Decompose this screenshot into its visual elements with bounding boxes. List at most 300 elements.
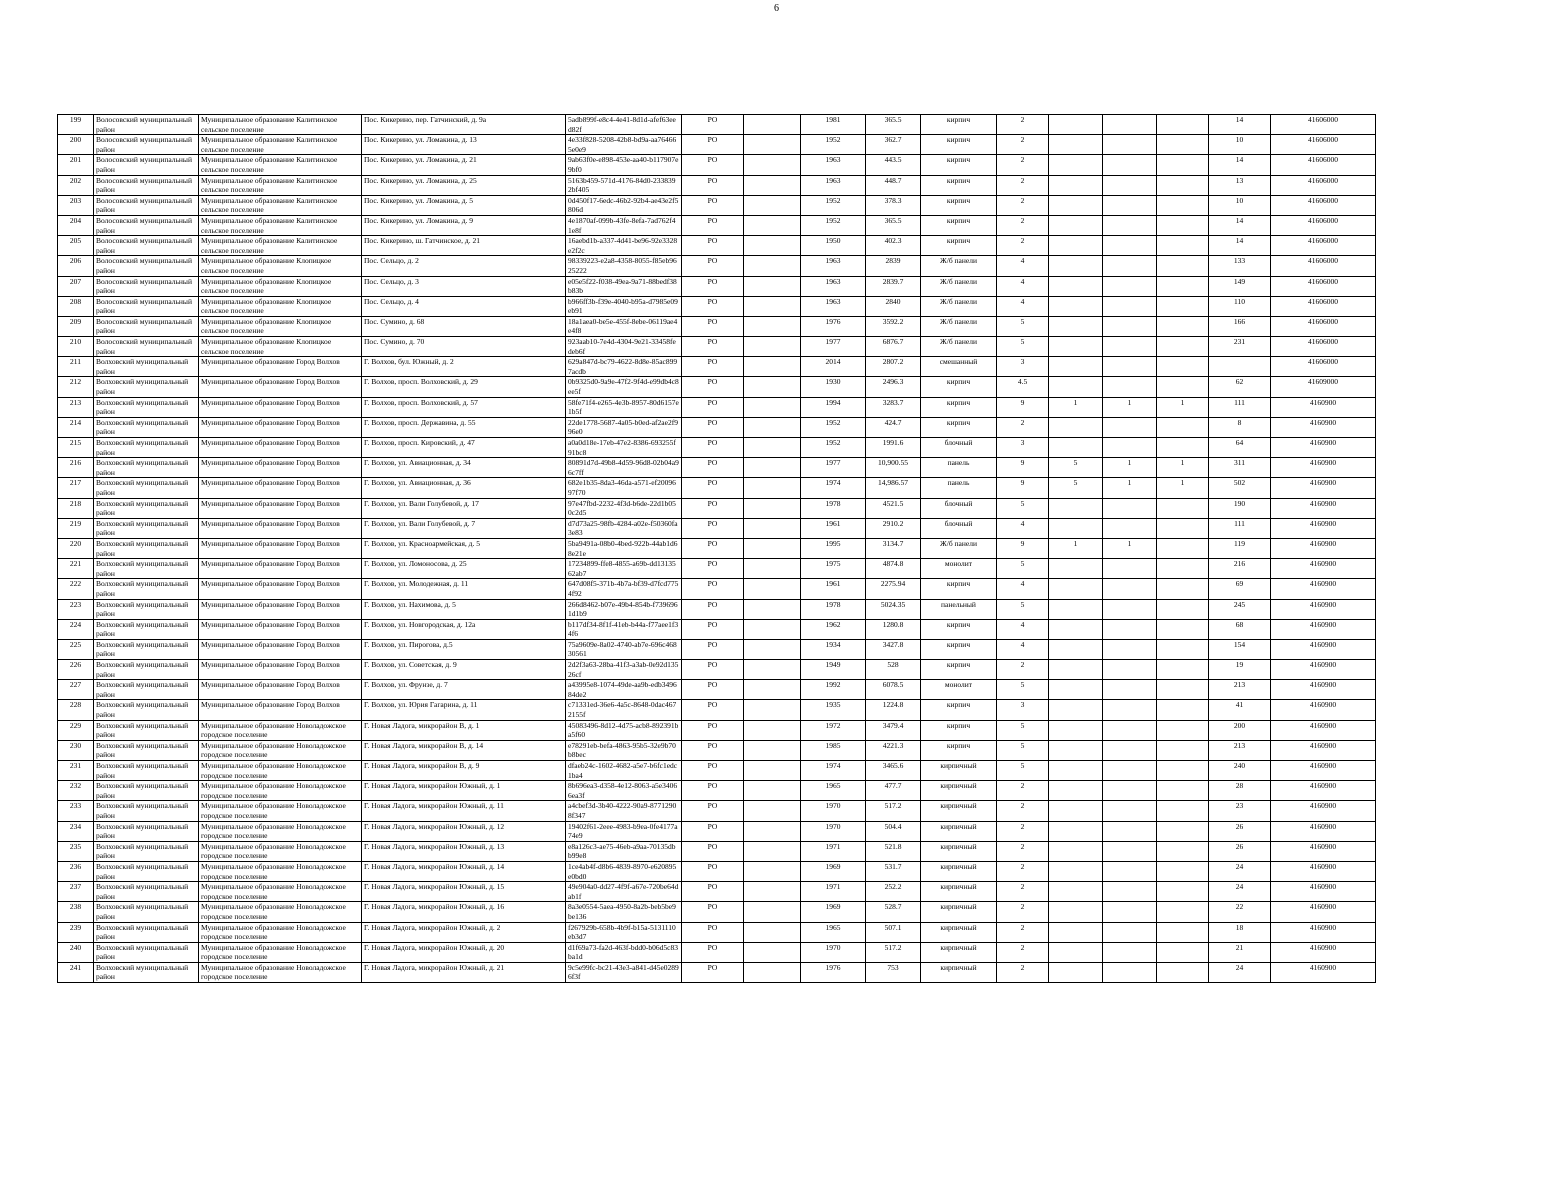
table-row (58, 579, 1376, 599)
table-row (58, 458, 1376, 478)
cell-wall-material: кирпичный (921, 902, 997, 922)
cell-area: 517.2 (866, 942, 921, 962)
table-row (58, 498, 1376, 518)
cell-extra-1 (1049, 740, 1103, 760)
cell-guid: d1f69a73-fa2d-463f-bdd0-b06d5c83ba1d (566, 942, 682, 962)
cell-extra-1 (1049, 518, 1103, 538)
cell-extra-3 (1157, 841, 1209, 861)
cell-year-built: 1952 (801, 215, 866, 235)
cell-area: 2839 (866, 256, 921, 276)
cell-row-number: 199 (58, 115, 94, 135)
cell-extra-2 (1103, 256, 1157, 276)
cell-guid: dfaeb24c-1602-4682-a5e7-b6fc1edc1ba4 (566, 761, 682, 781)
cell-extra-3 (1157, 639, 1209, 659)
cell-extra-2 (1103, 660, 1157, 680)
cell-blank-col (744, 478, 801, 498)
cell-extra-1: 1 (1049, 538, 1103, 558)
cell-extra-3 (1157, 276, 1209, 296)
cell-row-number: 209 (58, 316, 94, 336)
cell-year-built: 1934 (801, 639, 866, 659)
cell-guid: a0a0d18e-17eb-47e2-8386-693255f91bc8 (566, 438, 682, 458)
cell-fund-type: РО (682, 115, 744, 135)
cell-oktmo: 4160900 (1271, 821, 1376, 841)
cell-guid: b117df34-8f1f-41eb-b44a-f77aee1f34f6 (566, 619, 682, 639)
table-row (58, 377, 1376, 397)
cell-guid: 49e904a0-dd27-4f9f-a67e-720be64dab1f (566, 882, 682, 902)
cell-municipality: Муниципальное образование Город Волхов (199, 417, 362, 437)
table-row (58, 195, 1376, 215)
cell-oktmo: 41609000 (1271, 377, 1376, 397)
cell-year-built: 1977 (801, 458, 866, 478)
cell-blank-col (744, 337, 801, 357)
cell-wall-material: кирпич (921, 236, 997, 256)
cell-extra-3 (1157, 882, 1209, 902)
cell-row-number: 240 (58, 942, 94, 962)
cell-wall-material: кирпич (921, 639, 997, 659)
cell-guid: 647d08f5-371b-4b7a-bf39-d7fcd7754f92 (566, 579, 682, 599)
cell-area: 6078.5 (866, 680, 921, 700)
cell-blank-col (744, 720, 801, 740)
cell-oktmo: 4160900 (1271, 639, 1376, 659)
cell-extra-1 (1049, 195, 1103, 215)
cell-extra-3 (1157, 438, 1209, 458)
cell-year-built: 1975 (801, 559, 866, 579)
cell-extra-3 (1157, 155, 1209, 175)
cell-row-number: 212 (58, 377, 94, 397)
cell-district: Волховский муниципальный район (94, 559, 199, 579)
table-row (58, 639, 1376, 659)
cell-blank-col (744, 377, 801, 397)
cell-wall-material: кирпич (921, 215, 997, 235)
cell-floors: 2 (997, 801, 1049, 821)
cell-wall-material: кирпич (921, 135, 997, 155)
cell-apartments: 24 (1209, 861, 1271, 881)
cell-area: 2807.2 (866, 357, 921, 377)
cell-oktmo: 4160900 (1271, 882, 1376, 902)
cell-guid: 9c5e99fc-bc21-43e3-a841-d45e02896f3f (566, 962, 682, 982)
table-row (58, 538, 1376, 558)
cell-blank-col (744, 296, 801, 316)
cell-district: Волховский муниципальный район (94, 538, 199, 558)
cell-row-number: 201 (58, 155, 94, 175)
cell-district: Волховский муниципальный район (94, 579, 199, 599)
cell-extra-2 (1103, 821, 1157, 841)
cell-address: Г. Новая Ладога, микрорайон Южный, д. 12 (362, 821, 566, 841)
cell-extra-3 (1157, 599, 1209, 619)
cell-guid: f267929b-658b-4b9f-b15a-5131110eb3d7 (566, 922, 682, 942)
cell-fund-type: РО (682, 720, 744, 740)
cell-address: Г. Новая Ладога, микрорайон Южный, д. 13 (362, 841, 566, 861)
cell-row-number: 235 (58, 841, 94, 861)
table-row (58, 215, 1376, 235)
cell-blank-col (744, 417, 801, 437)
cell-municipality: Муниципальное образование Город Волхов (199, 559, 362, 579)
cell-fund-type: РО (682, 700, 744, 720)
table-row (58, 700, 1376, 720)
cell-year-built: 1970 (801, 942, 866, 962)
cell-extra-3 (1157, 660, 1209, 680)
cell-municipality: Муниципальное образование Город Волхов (199, 357, 362, 377)
cell-municipality: Муниципальное образование Город Волхов (199, 680, 362, 700)
cell-address: Г. Новая Ладога, микрорайон Южный, д. 14 (362, 861, 566, 881)
cell-area: 3427.8 (866, 639, 921, 659)
cell-district: Волховский муниципальный район (94, 599, 199, 619)
cell-blank-col (744, 155, 801, 175)
cell-row-number: 241 (58, 962, 94, 982)
cell-area: 2275.94 (866, 579, 921, 599)
cell-extra-2 (1103, 700, 1157, 720)
cell-extra-1 (1049, 821, 1103, 841)
cell-extra-1 (1049, 296, 1103, 316)
cell-extra-3 (1157, 680, 1209, 700)
cell-guid: 18a1aea0-be5e-455f-8ebe-06119ae4e4f8 (566, 316, 682, 336)
cell-address: Г. Волхов, ул. Вали Голубевой, д. 7 (362, 518, 566, 538)
cell-extra-2 (1103, 195, 1157, 215)
cell-fund-type: РО (682, 276, 744, 296)
cell-address: Пос. Сельцо, д. 3 (362, 276, 566, 296)
cell-blank-col (744, 236, 801, 256)
cell-wall-material: кирпич (921, 579, 997, 599)
cell-fund-type: РО (682, 861, 744, 881)
table-row (58, 518, 1376, 538)
cell-fund-type: РО (682, 761, 744, 781)
table-row (58, 740, 1376, 760)
cell-extra-2 (1103, 518, 1157, 538)
cell-district: Волосовский муниципальный район (94, 276, 199, 296)
cell-extra-1 (1049, 841, 1103, 861)
cell-floors: 2 (997, 660, 1049, 680)
cell-fund-type: РО (682, 962, 744, 982)
cell-blank-col (744, 397, 801, 417)
cell-oktmo: 4160900 (1271, 962, 1376, 982)
cell-row-number: 206 (58, 256, 94, 276)
cell-oktmo: 4160900 (1271, 841, 1376, 861)
cell-fund-type: РО (682, 922, 744, 942)
cell-address: Г. Волхов, ул. Вали Голубевой, д. 17 (362, 498, 566, 518)
cell-year-built: 1978 (801, 599, 866, 619)
cell-floors: 2 (997, 942, 1049, 962)
cell-extra-1 (1049, 579, 1103, 599)
table-row (58, 256, 1376, 276)
cell-extra-2 (1103, 801, 1157, 821)
cell-municipality: Муниципальное образование Новоладожское городское поселение (199, 740, 362, 760)
cell-address: Г. Новая Ладога, микрорайон В, д. 14 (362, 740, 566, 760)
cell-area: 365.5 (866, 115, 921, 135)
cell-extra-3 (1157, 256, 1209, 276)
cell-apartments: 14 (1209, 215, 1271, 235)
cell-oktmo: 41606000 (1271, 195, 1376, 215)
cell-row-number: 210 (58, 337, 94, 357)
cell-fund-type: РО (682, 942, 744, 962)
cell-district: Волховский муниципальный район (94, 660, 199, 680)
cell-blank-col (744, 680, 801, 700)
cell-municipality: Муниципальное образование Город Волхов (199, 660, 362, 680)
cell-extra-3 (1157, 357, 1209, 377)
cell-area: 402.3 (866, 236, 921, 256)
cell-oktmo: 41606000 (1271, 337, 1376, 357)
cell-district: Волосовский муниципальный район (94, 256, 199, 276)
cell-extra-2 (1103, 781, 1157, 801)
cell-fund-type: РО (682, 195, 744, 215)
cell-blank-col (744, 821, 801, 841)
cell-fund-type: РО (682, 458, 744, 478)
cell-extra-3: 1 (1157, 478, 1209, 498)
cell-floors: 9 (997, 478, 1049, 498)
cell-address: Г. Новая Ладога, микрорайон Южный, д. 11 (362, 801, 566, 821)
cell-blank-col (744, 962, 801, 982)
cell-apartments: 10 (1209, 135, 1271, 155)
cell-floors: 2 (997, 861, 1049, 881)
cell-guid: 1ce4ab4f-d8b6-4839-8970-e620895e0bd0 (566, 861, 682, 881)
cell-wall-material: смешанный (921, 357, 997, 377)
cell-extra-2 (1103, 902, 1157, 922)
cell-guid: 17234899-ffe8-4855-a69b-dd1313562ab7 (566, 559, 682, 579)
cell-fund-type: РО (682, 478, 744, 498)
cell-extra-3 (1157, 781, 1209, 801)
table-row (58, 599, 1376, 619)
cell-extra-2 (1103, 175, 1157, 195)
cell-address: Пос. Сельцо, д. 2 (362, 256, 566, 276)
cell-floors: 9 (997, 397, 1049, 417)
cell-fund-type: РО (682, 538, 744, 558)
cell-oktmo: 41606000 (1271, 215, 1376, 235)
cell-fund-type: РО (682, 639, 744, 659)
cell-row-number: 225 (58, 639, 94, 659)
cell-wall-material: Ж/б панели (921, 316, 997, 336)
cell-row-number: 221 (58, 559, 94, 579)
cell-extra-2 (1103, 377, 1157, 397)
cell-oktmo: 4160900 (1271, 518, 1376, 538)
cell-extra-2 (1103, 619, 1157, 639)
cell-apartments: 19 (1209, 660, 1271, 680)
cell-blank-col (744, 195, 801, 215)
cell-district: Волховский муниципальный район (94, 821, 199, 841)
cell-district: Волховский муниципальный район (94, 639, 199, 659)
cell-oktmo: 41606000 (1271, 256, 1376, 276)
cell-floors: 4 (997, 256, 1049, 276)
cell-year-built: 1985 (801, 740, 866, 760)
cell-address: Г. Волхов, просп. Волховский, д. 57 (362, 397, 566, 417)
table-row (58, 942, 1376, 962)
cell-row-number: 227 (58, 680, 94, 700)
cell-row-number: 205 (58, 236, 94, 256)
cell-address: Пос. Кикерино, ул. Ломакина, д. 21 (362, 155, 566, 175)
cell-oktmo: 4160900 (1271, 942, 1376, 962)
cell-row-number: 215 (58, 438, 94, 458)
cell-year-built: 1952 (801, 417, 866, 437)
table-row (58, 619, 1376, 639)
cell-extra-1 (1049, 215, 1103, 235)
cell-area: 2840 (866, 296, 921, 316)
cell-district: Волховский муниципальный район (94, 942, 199, 962)
cell-apartments: 190 (1209, 498, 1271, 518)
cell-fund-type: РО (682, 559, 744, 579)
cell-extra-3 (1157, 538, 1209, 558)
cell-apartments (1209, 357, 1271, 377)
cell-row-number: 229 (58, 720, 94, 740)
cell-area: 10,900.55 (866, 458, 921, 478)
cell-row-number: 213 (58, 397, 94, 417)
cell-guid: 97e47fbd-2232-4f3d-b6de-22d1b050c2d5 (566, 498, 682, 518)
cell-fund-type: РО (682, 882, 744, 902)
cell-guid: d7d73a25-98fb-4284-a02e-f50360fa3e83 (566, 518, 682, 538)
cell-oktmo: 41606000 (1271, 175, 1376, 195)
cell-floors: 4 (997, 639, 1049, 659)
cell-municipality: Муниципальное образование Калитинское сельское поселение (199, 155, 362, 175)
cell-extra-3 (1157, 579, 1209, 599)
cell-area: 528 (866, 660, 921, 680)
table-row (58, 438, 1376, 458)
cell-district: Волховский муниципальный район (94, 720, 199, 740)
cell-area: 531.7 (866, 861, 921, 881)
cell-address: Г. Новая Ладога, микрорайон Южный, д. 16 (362, 902, 566, 922)
cell-extra-3 (1157, 821, 1209, 841)
cell-year-built: 1974 (801, 478, 866, 498)
cell-wall-material: кирпичный (921, 962, 997, 982)
cell-oktmo: 41606000 (1271, 135, 1376, 155)
cell-oktmo: 41606000 (1271, 316, 1376, 336)
cell-year-built: 1970 (801, 821, 866, 841)
cell-apartments: 133 (1209, 256, 1271, 276)
cell-oktmo: 41606000 (1271, 296, 1376, 316)
cell-extra-1 (1049, 357, 1103, 377)
cell-guid: 75a9609e-8a02-4740-ab7e-696c46830561 (566, 639, 682, 659)
cell-row-number: 203 (58, 195, 94, 215)
cell-apartments: 14 (1209, 236, 1271, 256)
cell-blank-col (744, 438, 801, 458)
cell-wall-material: кирпич (921, 195, 997, 215)
table-row (58, 801, 1376, 821)
cell-guid: 4e33f828-5208-42b8-bd9a-aa764665e0e9 (566, 135, 682, 155)
cell-extra-3 (1157, 801, 1209, 821)
cell-extra-2 (1103, 115, 1157, 135)
cell-extra-1: 5 (1049, 478, 1103, 498)
cell-extra-2 (1103, 639, 1157, 659)
cell-district: Волосовский муниципальный район (94, 215, 199, 235)
cell-blank-col (744, 276, 801, 296)
cell-blank-col (744, 458, 801, 478)
cell-municipality: Муниципальное образование Клопицкое сельское поселение (199, 296, 362, 316)
cell-floors: 5 (997, 337, 1049, 357)
cell-extra-2 (1103, 599, 1157, 619)
table-row (58, 720, 1376, 740)
cell-extra-1 (1049, 498, 1103, 518)
cell-municipality: Муниципальное образование Клопицкое сельское поселение (199, 256, 362, 276)
cell-oktmo: 4160900 (1271, 498, 1376, 518)
cell-apartments: 245 (1209, 599, 1271, 619)
cell-area: 753 (866, 962, 921, 982)
cell-address: Г. Волхов, просп. Волховский, д. 29 (362, 377, 566, 397)
cell-oktmo: 4160900 (1271, 538, 1376, 558)
cell-wall-material: кирпич (921, 377, 997, 397)
cell-blank-col (744, 559, 801, 579)
cell-floors: 4.5 (997, 377, 1049, 397)
cell-address: Г. Волхов, просп. Державина, д. 55 (362, 417, 566, 437)
cell-year-built: 2014 (801, 357, 866, 377)
cell-wall-material: кирпич (921, 700, 997, 720)
cell-address: Г. Новая Ладога, микрорайон Южный, д. 21 (362, 962, 566, 982)
cell-guid: b966ff3b-f39e-4040-b95a-d7985e09eb91 (566, 296, 682, 316)
cell-row-number: 226 (58, 660, 94, 680)
cell-wall-material: блочный (921, 438, 997, 458)
cell-address: Пос. Сельцо, д. 4 (362, 296, 566, 316)
table-row (58, 397, 1376, 417)
cell-extra-3 (1157, 942, 1209, 962)
cell-oktmo: 4160900 (1271, 861, 1376, 881)
cell-extra-3 (1157, 922, 1209, 942)
cell-apartments: 41 (1209, 700, 1271, 720)
cell-year-built: 1952 (801, 195, 866, 215)
cell-wall-material: кирпичный (921, 841, 997, 861)
cell-floors: 2 (997, 195, 1049, 215)
cell-wall-material: кирпичный (921, 882, 997, 902)
cell-year-built: 1963 (801, 155, 866, 175)
cell-guid: 0d450f17-6edc-46b2-92b4-ae43e2f5806d (566, 195, 682, 215)
cell-guid: 266d8462-b07e-49b4-854b-f7396961d1b9 (566, 599, 682, 619)
cell-municipality: Муниципальное образование Клопицкое сельское поселение (199, 316, 362, 336)
cell-oktmo: 4160900 (1271, 599, 1376, 619)
cell-row-number: 204 (58, 215, 94, 235)
cell-row-number: 224 (58, 619, 94, 639)
cell-apartments: 502 (1209, 478, 1271, 498)
cell-row-number: 202 (58, 175, 94, 195)
cell-fund-type: РО (682, 417, 744, 437)
cell-extra-2 (1103, 579, 1157, 599)
cell-fund-type: РО (682, 135, 744, 155)
cell-row-number: 239 (58, 922, 94, 942)
cell-extra-1 (1049, 337, 1103, 357)
cell-extra-1 (1049, 720, 1103, 740)
cell-district: Волосовский муниципальный район (94, 175, 199, 195)
cell-address: Г. Волхов, ул. Ломоносова, д. 25 (362, 559, 566, 579)
cell-blank-col (744, 942, 801, 962)
cell-oktmo: 4160900 (1271, 740, 1376, 760)
cell-blank-col (744, 619, 801, 639)
cell-oktmo: 4160900 (1271, 801, 1376, 821)
cell-district: Волховский муниципальный район (94, 922, 199, 942)
cell-address: Пос. Сумино, д. 70 (362, 337, 566, 357)
cell-row-number: 220 (58, 538, 94, 558)
cell-floors: 4 (997, 518, 1049, 538)
cell-row-number: 234 (58, 821, 94, 841)
cell-row-number: 218 (58, 498, 94, 518)
cell-extra-3 (1157, 498, 1209, 518)
cell-extra-1 (1049, 962, 1103, 982)
cell-extra-2 (1103, 841, 1157, 861)
cell-oktmo: 4160900 (1271, 458, 1376, 478)
cell-extra-2 (1103, 135, 1157, 155)
cell-year-built: 1971 (801, 841, 866, 861)
cell-district: Волховский муниципальный район (94, 438, 199, 458)
cell-apartments: 166 (1209, 316, 1271, 336)
cell-extra-3 (1157, 861, 1209, 881)
cell-extra-2 (1103, 942, 1157, 962)
cell-extra-1 (1049, 559, 1103, 579)
cell-extra-2 (1103, 296, 1157, 316)
cell-municipality: Муниципальное образование Город Волхов (199, 397, 362, 417)
cell-blank-col (744, 761, 801, 781)
cell-row-number: 231 (58, 761, 94, 781)
cell-address: Г. Волхов, ул. Нахимова, д. 5 (362, 599, 566, 619)
table-row (58, 417, 1376, 437)
cell-extra-3 (1157, 740, 1209, 760)
cell-fund-type: РО (682, 155, 744, 175)
cell-apartments: 13 (1209, 175, 1271, 195)
cell-municipality: Муниципальное образование Клопицкое сельское поселение (199, 276, 362, 296)
cell-guid: 8a3e0554-5aea-4950-8a2b-beb5be9be136 (566, 902, 682, 922)
cell-extra-2 (1103, 962, 1157, 982)
cell-extra-2 (1103, 215, 1157, 235)
